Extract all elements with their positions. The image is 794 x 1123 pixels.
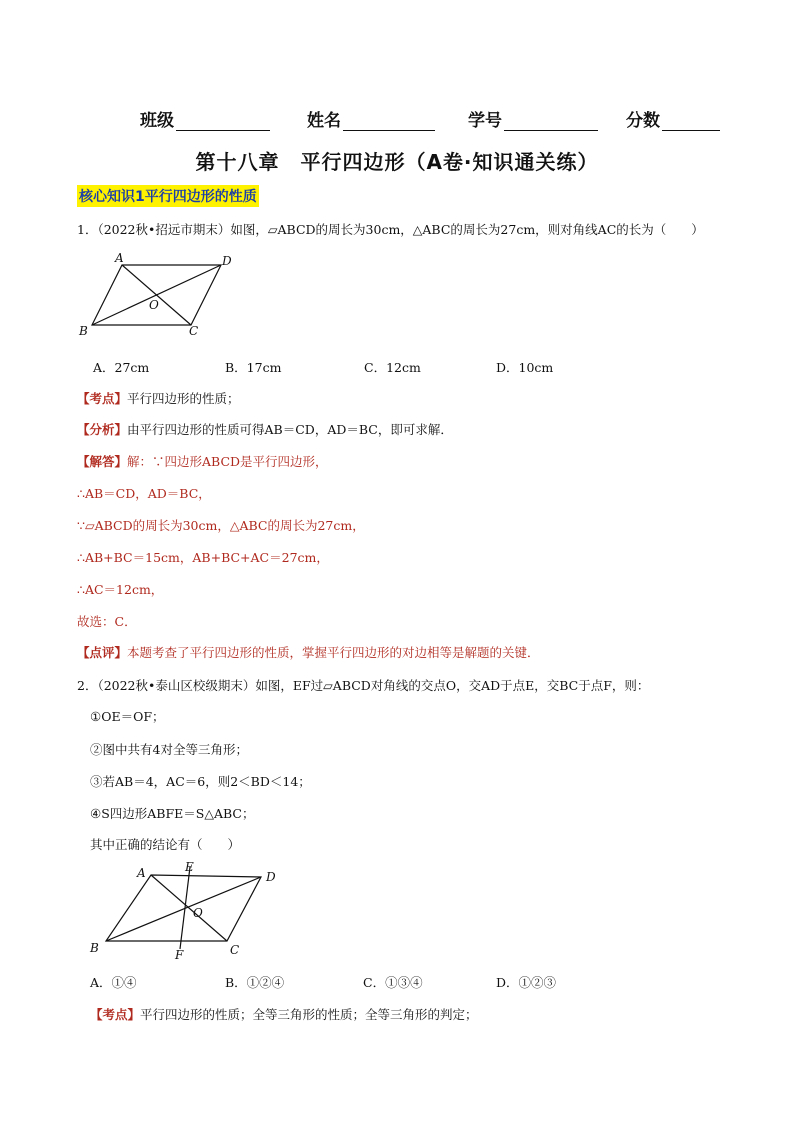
q1-step-5: 故选：C．: [77, 614, 137, 629]
q1-dianping-text: 本题考查了平行四边形的性质，掌握平行四边形的对边相等是解题的关键．: [127, 645, 540, 660]
q1-kaodian-text: 平行四边形的性质；: [127, 391, 240, 406]
q1-step-2: ∵▱ABCD的周长为30cm，△ABC的周长为27cm，: [77, 518, 365, 533]
q1-label-b: B: [79, 324, 88, 338]
q1-diagonal-bd: [92, 265, 221, 325]
q1-kaodian: [77, 389, 240, 407]
q1-step-1: ∴AB＝CD，AD＝BC，: [77, 486, 211, 501]
q2-kaodian: [90, 1005, 478, 1023]
q2-figure: [85, 857, 285, 965]
score-field: [626, 106, 720, 131]
q1-option-b: B．17cm: [225, 360, 282, 375]
q2-kaodian-tag: 【考点】: [90, 1007, 141, 1022]
q2-statement-4: ④S四边形ABFE＝S△ABC；: [90, 806, 255, 821]
q1-jieda-text: 解：∵四边形ABCD是平行四边形，: [127, 454, 328, 469]
q1-label-c: C: [189, 324, 199, 338]
q2-label-d: D: [266, 870, 276, 884]
q2-stem: 2．（2022秋•泰山区校级期末）如图，EF过▱ABCD对角线的交点O，交AD于点E，交BC于点F，则：: [77, 678, 650, 693]
q1-label-a: A: [115, 251, 124, 265]
q2-statement-2: ②图中共有4对全等三角形；: [90, 742, 248, 757]
section-heading: 核心知识1平行四边形的性质: [77, 185, 259, 207]
score-blank: [662, 112, 720, 131]
q2-label-e: E: [185, 860, 194, 874]
q2-label-a: A: [137, 866, 146, 880]
q1-dianping: [77, 643, 540, 661]
q1-figure: [75, 248, 245, 340]
q2-option-a: A．①④: [90, 975, 137, 990]
q1-fenxi-tag: 【分析】: [77, 422, 128, 437]
q1-fenxi: [77, 420, 453, 438]
q2-diagonal-ac: [151, 875, 227, 941]
q1-jieda-tag: 【解答】: [77, 454, 128, 469]
q1-dianping-tag: 【点评】: [77, 645, 128, 660]
q1-option-d: D．10cm: [496, 360, 554, 375]
q2-question: 其中正确的结论有（ ）: [90, 837, 241, 852]
q2-label-o: O: [193, 906, 203, 920]
q1-fenxi-text: 由平行四边形的性质可得AB＝CD，AD＝BC，即可求解．: [127, 422, 453, 437]
score-label: 分数: [626, 111, 660, 131]
q2-label-b: B: [90, 941, 99, 955]
q2-diagonal-bd: [106, 877, 261, 941]
q1-label-o: O: [149, 298, 159, 312]
q2-statement-3: ③若AB＝4，AC＝6，则2＜BD＜14；: [90, 774, 311, 789]
q2-option-b: B．①②④: [225, 975, 285, 990]
class-label: 班级: [140, 111, 174, 131]
name-blank: [343, 112, 435, 131]
number-blank: [504, 112, 598, 131]
page-title: 第十八章 平行四边形（A卷·知识通关练）: [195, 150, 599, 174]
q2-statement-1: ①OE＝OF；: [90, 709, 165, 724]
q1-option-c: C．12cm: [364, 360, 421, 375]
class-field: [140, 106, 270, 131]
class-blank: [176, 112, 270, 131]
q2-label-f: F: [175, 948, 184, 962]
q1-stem: 1．（2022秋•招远市期末）如图，▱ABCD的周长为30cm，△ABC的周长为27cm，则对角线AC的长为（ ）: [77, 222, 704, 237]
q2-label-c: C: [230, 943, 240, 957]
q2-option-c: C．①③④: [363, 975, 423, 990]
q2-kaodian-text: 平行四边形的性质；全等三角形的性质；全等三角形的判定；: [140, 1007, 478, 1022]
q1-label-d: D: [222, 254, 232, 268]
q1-jieda: [77, 452, 328, 470]
number-label: 学号: [468, 111, 502, 131]
name-field: [307, 106, 435, 131]
number-field: [468, 106, 598, 131]
q2-option-d: D．①②③: [496, 975, 557, 990]
name-label: 姓名: [307, 111, 341, 131]
q1-option-a: A．27cm: [93, 360, 150, 375]
q1-step-3: ∴AB+BC＝15cm，AB+BC+AC＝27cm，: [77, 550, 329, 565]
q1-step-4: ∴AC＝12cm，: [77, 582, 164, 597]
q1-kaodian-tag: 【考点】: [77, 391, 128, 406]
